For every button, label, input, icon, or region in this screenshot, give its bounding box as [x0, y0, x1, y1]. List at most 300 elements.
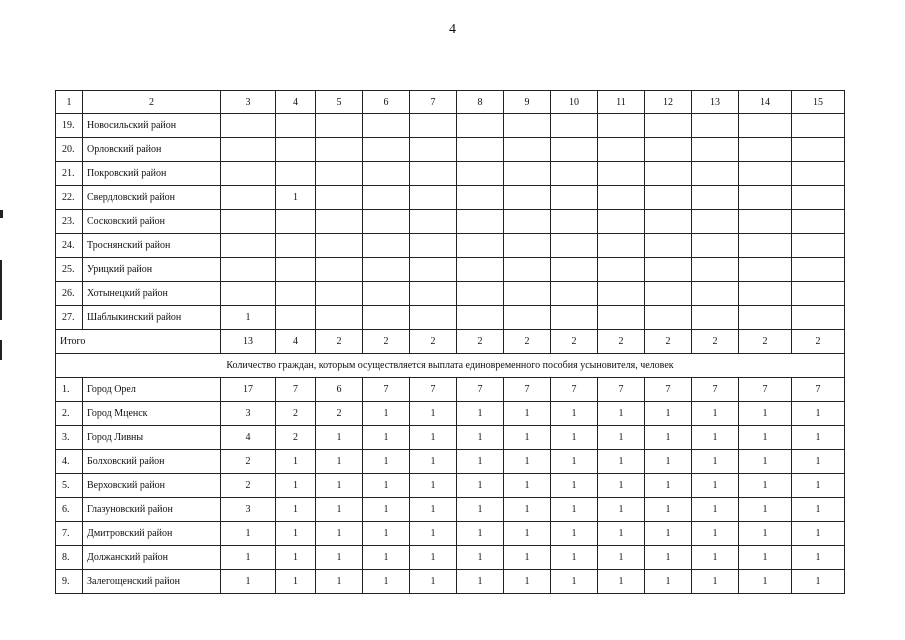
row-number: 7. — [56, 522, 83, 546]
value-cell — [363, 138, 410, 162]
row-number: 27. — [56, 306, 83, 330]
value-cell — [645, 114, 692, 138]
column-header: 15 — [792, 91, 845, 114]
total-value: 2 — [645, 330, 692, 354]
value-cell — [316, 282, 363, 306]
value-cell — [598, 114, 645, 138]
section-row — [56, 354, 845, 378]
value-cell: 1 — [692, 546, 739, 570]
value-cell — [739, 162, 792, 186]
value-cell: 1 — [645, 450, 692, 474]
district-name: Болховский район — [83, 450, 221, 474]
value-cell — [692, 138, 739, 162]
table-row — [56, 258, 845, 282]
row-number: 23. — [56, 210, 83, 234]
value-cell — [276, 282, 316, 306]
column-header: 14 — [739, 91, 792, 114]
row-number: 21. — [56, 162, 83, 186]
value-cell — [504, 138, 551, 162]
value-cell: 1 — [504, 474, 551, 498]
value-cell — [363, 234, 410, 258]
total-value: 4 — [276, 330, 316, 354]
column-header: 8 — [457, 91, 504, 114]
row-number: 25. — [56, 258, 83, 282]
value-cell: 1 — [551, 450, 598, 474]
column-header: 13 — [692, 91, 739, 114]
value-cell: 1 — [551, 570, 598, 594]
value-cell — [551, 138, 598, 162]
column-header: 3 — [221, 91, 276, 114]
value-cell — [410, 234, 457, 258]
value-cell — [645, 258, 692, 282]
value-cell: 6 — [316, 378, 363, 402]
value-cell: 1 — [410, 426, 457, 450]
value-cell: 1 — [792, 450, 845, 474]
value-cell — [792, 234, 845, 258]
value-cell: 1 — [792, 546, 845, 570]
value-cell: 4 — [221, 426, 276, 450]
value-cell — [363, 306, 410, 330]
value-cell — [363, 114, 410, 138]
value-cell: 3 — [221, 402, 276, 426]
value-cell: 2 — [276, 426, 316, 450]
value-cell — [410, 210, 457, 234]
value-cell — [692, 306, 739, 330]
value-cell: 2 — [316, 402, 363, 426]
table-row — [56, 450, 845, 474]
value-cell — [792, 282, 845, 306]
value-cell — [363, 210, 410, 234]
value-cell — [645, 162, 692, 186]
district-name: Верховский район — [83, 474, 221, 498]
district-name: Город Орел — [83, 378, 221, 402]
value-cell — [504, 282, 551, 306]
value-cell: 1 — [410, 498, 457, 522]
value-cell: 1 — [692, 450, 739, 474]
value-cell: 1 — [504, 522, 551, 546]
value-cell: 1 — [551, 402, 598, 426]
value-cell: 3 — [221, 498, 276, 522]
value-cell: 1 — [504, 450, 551, 474]
table-row — [56, 570, 845, 594]
section-title: Количество граждан, которым осуществляется выплата единовременного пособия усыновителя, человек — [56, 354, 845, 378]
value-cell: 1 — [645, 522, 692, 546]
value-cell: 1 — [598, 570, 645, 594]
table-row — [56, 402, 845, 426]
value-cell — [457, 210, 504, 234]
district-name: Покровский район — [83, 162, 221, 186]
table-row — [56, 474, 845, 498]
row-number: 6. — [56, 498, 83, 522]
district-name: Город Мценск — [83, 402, 221, 426]
value-cell — [457, 162, 504, 186]
total-value: 2 — [692, 330, 739, 354]
value-cell: 1 — [645, 498, 692, 522]
value-cell — [792, 210, 845, 234]
value-cell — [276, 234, 316, 258]
value-cell: 1 — [276, 498, 316, 522]
value-cell: 1 — [598, 474, 645, 498]
value-cell — [792, 306, 845, 330]
value-cell — [504, 210, 551, 234]
value-cell — [792, 186, 845, 210]
scan-edge-mark — [0, 210, 3, 218]
value-cell — [221, 186, 276, 210]
value-cell — [457, 114, 504, 138]
column-header: 2 — [83, 91, 221, 114]
value-cell: 1 — [739, 522, 792, 546]
row-number: 9. — [56, 570, 83, 594]
value-cell: 1 — [410, 402, 457, 426]
value-cell: 1 — [792, 402, 845, 426]
value-cell: 1 — [221, 546, 276, 570]
district-name: Должанский район — [83, 546, 221, 570]
value-cell — [598, 210, 645, 234]
value-cell: 1 — [739, 450, 792, 474]
value-cell: 1 — [598, 450, 645, 474]
value-cell — [692, 282, 739, 306]
value-cell — [221, 138, 276, 162]
value-cell — [410, 186, 457, 210]
value-cell — [410, 282, 457, 306]
value-cell — [598, 186, 645, 210]
value-cell: 1 — [316, 474, 363, 498]
table-row — [56, 498, 845, 522]
value-cell — [692, 258, 739, 282]
total-label: Итого — [56, 330, 221, 354]
value-cell: 1 — [739, 474, 792, 498]
value-cell — [598, 138, 645, 162]
value-cell — [598, 306, 645, 330]
value-cell: 1 — [363, 522, 410, 546]
row-number: 19. — [56, 114, 83, 138]
value-cell: 1 — [739, 426, 792, 450]
scan-edge-mark — [0, 340, 2, 360]
value-cell: 1 — [457, 474, 504, 498]
value-cell: 1 — [739, 402, 792, 426]
value-cell: 7 — [739, 378, 792, 402]
table-row — [56, 282, 845, 306]
table-row — [56, 162, 845, 186]
total-value: 2 — [739, 330, 792, 354]
value-cell — [792, 258, 845, 282]
value-cell: 1 — [792, 474, 845, 498]
value-cell — [504, 234, 551, 258]
value-cell: 1 — [410, 474, 457, 498]
value-cell: 1 — [504, 570, 551, 594]
value-cell — [692, 114, 739, 138]
value-cell — [410, 114, 457, 138]
row-number: 2. — [56, 402, 83, 426]
value-cell — [316, 234, 363, 258]
value-cell — [457, 258, 504, 282]
value-cell — [363, 162, 410, 186]
value-cell: 1 — [692, 402, 739, 426]
column-header: 7 — [410, 91, 457, 114]
value-cell: 1 — [598, 498, 645, 522]
value-cell: 1 — [410, 570, 457, 594]
value-cell: 7 — [363, 378, 410, 402]
value-cell: 1 — [598, 522, 645, 546]
value-cell: 1 — [645, 570, 692, 594]
value-cell: 1 — [276, 522, 316, 546]
value-cell — [457, 234, 504, 258]
value-cell: 1 — [276, 570, 316, 594]
row-number: 8. — [56, 546, 83, 570]
value-cell — [276, 258, 316, 282]
district-name: Дмитровский район — [83, 522, 221, 546]
district-name: Глазуновский район — [83, 498, 221, 522]
column-header: 10 — [551, 91, 598, 114]
value-cell — [792, 138, 845, 162]
value-cell: 7 — [645, 378, 692, 402]
row-number: 4. — [56, 450, 83, 474]
value-cell — [792, 162, 845, 186]
district-name: Шаблыкинский район — [83, 306, 221, 330]
value-cell — [410, 162, 457, 186]
table-row — [56, 114, 845, 138]
value-cell — [504, 114, 551, 138]
value-cell: 1 — [692, 426, 739, 450]
table-row — [56, 210, 845, 234]
value-cell: 1 — [457, 522, 504, 546]
row-number: 26. — [56, 282, 83, 306]
value-cell — [645, 210, 692, 234]
value-cell: 1 — [645, 474, 692, 498]
value-cell — [645, 186, 692, 210]
value-cell: 2 — [276, 402, 316, 426]
value-cell — [457, 138, 504, 162]
value-cell: 1 — [792, 570, 845, 594]
column-header: 4 — [276, 91, 316, 114]
value-cell: 1 — [504, 426, 551, 450]
district-name: Сосковский район — [83, 210, 221, 234]
value-cell: 1 — [457, 426, 504, 450]
value-cell: 1 — [457, 570, 504, 594]
value-cell: 1 — [363, 450, 410, 474]
value-cell: 2 — [221, 474, 276, 498]
value-cell — [363, 258, 410, 282]
value-cell: 1 — [739, 570, 792, 594]
total-value: 2 — [363, 330, 410, 354]
value-cell: 1 — [316, 426, 363, 450]
total-value: 2 — [598, 330, 645, 354]
value-cell: 1 — [504, 402, 551, 426]
total-row — [56, 330, 845, 354]
value-cell — [692, 186, 739, 210]
value-cell: 1 — [276, 450, 316, 474]
value-cell: 1 — [410, 450, 457, 474]
value-cell — [739, 138, 792, 162]
column-header: 12 — [645, 91, 692, 114]
value-cell: 1 — [551, 426, 598, 450]
value-cell — [504, 162, 551, 186]
value-cell: 1 — [276, 186, 316, 210]
value-cell: 1 — [316, 546, 363, 570]
value-cell — [739, 186, 792, 210]
total-value: 2 — [551, 330, 598, 354]
total-value: 2 — [504, 330, 551, 354]
value-cell — [551, 162, 598, 186]
value-cell — [739, 306, 792, 330]
district-name: Хотынецкий район — [83, 282, 221, 306]
value-cell — [551, 306, 598, 330]
value-cell: 7 — [792, 378, 845, 402]
column-header: 5 — [316, 91, 363, 114]
value-cell: 7 — [598, 378, 645, 402]
total-value: 2 — [316, 330, 363, 354]
value-cell — [363, 282, 410, 306]
column-header: 1 — [56, 91, 83, 114]
value-cell — [645, 234, 692, 258]
table-row — [56, 138, 845, 162]
value-cell: 1 — [645, 426, 692, 450]
value-cell: 1 — [692, 570, 739, 594]
value-cell — [410, 306, 457, 330]
value-cell — [645, 306, 692, 330]
column-header: 11 — [598, 91, 645, 114]
page-number: 4 — [449, 22, 456, 37]
value-cell — [551, 114, 598, 138]
value-cell: 1 — [645, 402, 692, 426]
value-cell — [276, 306, 316, 330]
value-cell — [598, 234, 645, 258]
value-cell: 1 — [457, 546, 504, 570]
value-cell: 17 — [221, 378, 276, 402]
value-cell — [792, 114, 845, 138]
value-cell — [457, 186, 504, 210]
table-row — [56, 426, 845, 450]
value-cell: 1 — [221, 522, 276, 546]
value-cell — [316, 138, 363, 162]
district-name: Залегощенский район — [83, 570, 221, 594]
value-cell: 1 — [276, 546, 316, 570]
value-cell — [692, 234, 739, 258]
value-cell — [739, 234, 792, 258]
value-cell: 1 — [645, 546, 692, 570]
row-number: 3. — [56, 426, 83, 450]
table-row — [56, 186, 845, 210]
value-cell — [598, 282, 645, 306]
value-cell — [316, 306, 363, 330]
value-cell — [363, 186, 410, 210]
value-cell — [410, 138, 457, 162]
value-cell — [221, 114, 276, 138]
value-cell — [551, 234, 598, 258]
value-cell — [316, 114, 363, 138]
table-row — [56, 546, 845, 570]
value-cell — [739, 114, 792, 138]
value-cell: 1 — [551, 474, 598, 498]
value-cell — [692, 210, 739, 234]
value-cell — [504, 186, 551, 210]
district-name: Орловский район — [83, 138, 221, 162]
row-number: 1. — [56, 378, 83, 402]
value-cell: 1 — [410, 546, 457, 570]
value-cell: 7 — [504, 378, 551, 402]
value-cell — [276, 114, 316, 138]
value-cell: 1 — [739, 546, 792, 570]
value-cell — [692, 162, 739, 186]
value-cell — [739, 282, 792, 306]
value-cell: 1 — [363, 570, 410, 594]
value-cell — [504, 258, 551, 282]
value-cell: 2 — [221, 450, 276, 474]
value-cell: 1 — [792, 522, 845, 546]
value-cell — [221, 234, 276, 258]
value-cell — [410, 258, 457, 282]
district-name: Новосильский район — [83, 114, 221, 138]
data-table — [55, 90, 845, 594]
value-cell: 1 — [316, 450, 363, 474]
value-cell — [645, 138, 692, 162]
total-value: 2 — [457, 330, 504, 354]
value-cell: 1 — [551, 546, 598, 570]
total-value: 2 — [410, 330, 457, 354]
value-cell: 1 — [363, 498, 410, 522]
value-cell — [645, 282, 692, 306]
value-cell: 1 — [504, 546, 551, 570]
value-cell — [598, 162, 645, 186]
value-cell: 1 — [221, 570, 276, 594]
table-row — [56, 378, 845, 402]
value-cell: 1 — [792, 426, 845, 450]
value-cell: 1 — [316, 498, 363, 522]
value-cell — [276, 210, 316, 234]
value-cell — [504, 306, 551, 330]
value-cell: 1 — [410, 522, 457, 546]
district-name: Свердловский район — [83, 186, 221, 210]
scan-edge-mark — [0, 260, 2, 320]
value-cell: 1 — [692, 498, 739, 522]
row-number: 22. — [56, 186, 83, 210]
column-header: 9 — [504, 91, 551, 114]
value-cell: 1 — [792, 498, 845, 522]
row-number: 5. — [56, 474, 83, 498]
value-cell — [551, 258, 598, 282]
district-name: Троснянский район — [83, 234, 221, 258]
value-cell: 1 — [598, 402, 645, 426]
table-row — [56, 234, 845, 258]
value-cell — [221, 210, 276, 234]
value-cell: 1 — [457, 402, 504, 426]
value-cell — [276, 138, 316, 162]
value-cell: 1 — [363, 546, 410, 570]
total-value: 13 — [221, 330, 276, 354]
value-cell: 1 — [551, 522, 598, 546]
value-cell — [598, 258, 645, 282]
value-cell: 1 — [316, 522, 363, 546]
value-cell: 1 — [363, 474, 410, 498]
value-cell: 7 — [692, 378, 739, 402]
table-row — [56, 522, 845, 546]
value-cell — [551, 282, 598, 306]
value-cell: 1 — [692, 522, 739, 546]
table-row — [56, 306, 845, 330]
value-cell: 1 — [504, 498, 551, 522]
column-header: 6 — [363, 91, 410, 114]
row-number: 24. — [56, 234, 83, 258]
value-cell: 1 — [598, 546, 645, 570]
value-cell: 1 — [598, 426, 645, 450]
value-cell — [551, 210, 598, 234]
value-cell — [221, 282, 276, 306]
value-cell: 1 — [457, 498, 504, 522]
value-cell: 1 — [551, 498, 598, 522]
value-cell — [221, 162, 276, 186]
value-cell — [316, 210, 363, 234]
value-cell — [316, 162, 363, 186]
